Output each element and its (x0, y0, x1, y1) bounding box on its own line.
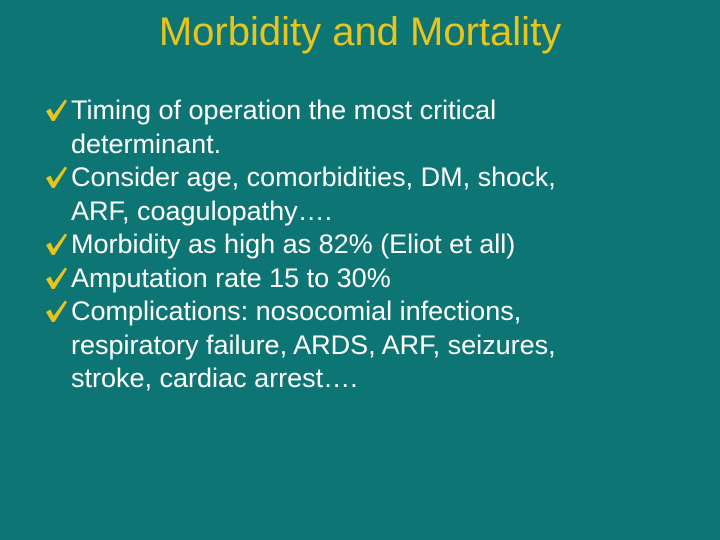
bullet-line: stroke, cardiac arrest…. (71, 363, 358, 393)
bullet-line: Timing of operation the most critical (71, 95, 497, 125)
bullet-item-consider (44, 161, 684, 228)
bullet-item-amputation (44, 262, 684, 296)
bullet-list (44, 94, 684, 396)
checkmark-icon (44, 97, 68, 123)
bullet-item-morbidity (44, 228, 684, 262)
checkmark-icon (44, 265, 68, 291)
bullet-line: respiratory failure, ARDS, ARF, seizures, (71, 329, 556, 360)
bullet-line: Consider age, comorbidities, DM, shock, (71, 162, 556, 192)
slide-title: Morbidity and Mortality (158, 10, 562, 54)
bullet-line: ARF, coagulopathy…. (71, 195, 333, 226)
bullet-line: Complications: nosocomial infections, (71, 296, 522, 326)
checkmark-icon (44, 164, 68, 190)
checkmark-icon (44, 231, 68, 257)
bullet-line: Amputation rate 15 to 30% (71, 262, 391, 293)
checkmark-icon (44, 298, 68, 324)
bullet-line: Morbidity as high as 82% (Eliot et all) (71, 229, 516, 259)
bullet-line: determinant. (71, 128, 222, 159)
bullet-item-complications (44, 295, 684, 396)
bullet-item-timing (44, 94, 684, 161)
